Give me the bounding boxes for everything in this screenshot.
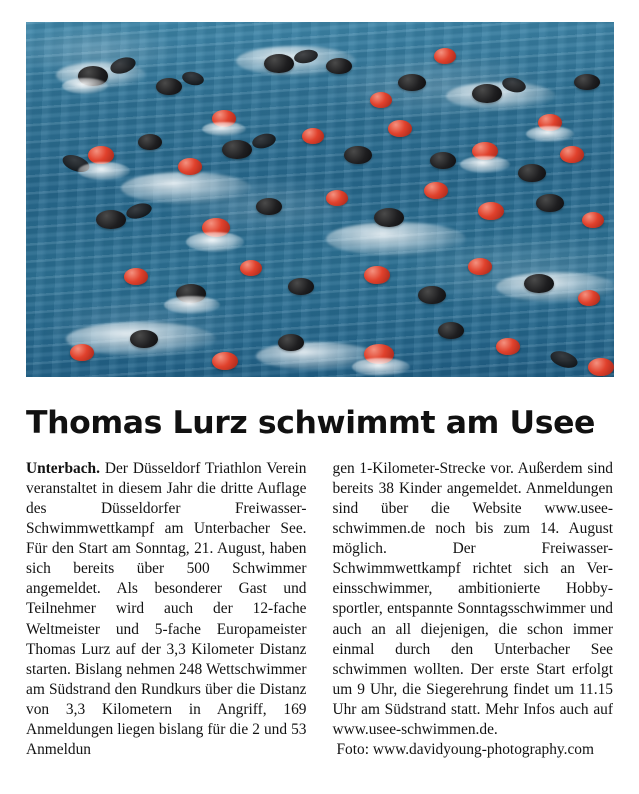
article-dateline: Unterbach. bbox=[26, 460, 100, 478]
photo-credit: Foto: www.davidyoung-photography.com bbox=[336, 740, 594, 758]
article-column-left bbox=[26, 459, 307, 759]
article-body bbox=[26, 459, 613, 759]
article-paragraph-2: gen 1-Kilometer-Strecke vor. Außerdem sind bereits 38 Kinder angemeldet. Anmeldungen sind über die Website www.usee-schwimmen.de noch bis zum 14. August möglich. Der Freiwasser-Schwimmwettkampf richtet sich an Vereinsschwimmer, ambitionierte Hobbysportler, entspannte Sonntagsschwimmer und auch an all diejenigen, die schon immer einmal durch den Unterbacher See schwimmen wollten. Der erste Start erfolgt um 9 Uhr, die Siegerehrung findet um 11.15 Uhr am Südstrand statt. Mehr Infos auch auf www.usee-schwimmen.de. bbox=[332, 460, 613, 738]
article-column-right bbox=[333, 459, 614, 759]
article-paragraph-1 bbox=[26, 459, 307, 759]
article-headline: Thomas Lurz schwimmt am Usee bbox=[26, 405, 595, 441]
article-photo bbox=[26, 22, 614, 377]
article-text-1: Der Düsseldorf Triathlon Verein veranstaltet in diesem Jahr die dritte Auflage des Düsseldorfer Freiwasser-Schwimmwettkampf am Unterbacher See. Für den Start am Sonntag, 21. August, haben sich bereits über 500 Schwimmer angemeldet. Als besonderer Gast und Teilnehmer wird auch der 12-fache Weltmeister und 5-fache Europameister Thomas Lurz auf der 3,3 Kilometer Distanz starten. Bislang nehmen 248 Wettschwimmer am Südstrand den Rundkurs über die Distanz von 3,3 Kilometern in Angriff, 169 Anmeldungen liegen bislang für die 2 und 53 Anmeldun bbox=[26, 460, 307, 758]
